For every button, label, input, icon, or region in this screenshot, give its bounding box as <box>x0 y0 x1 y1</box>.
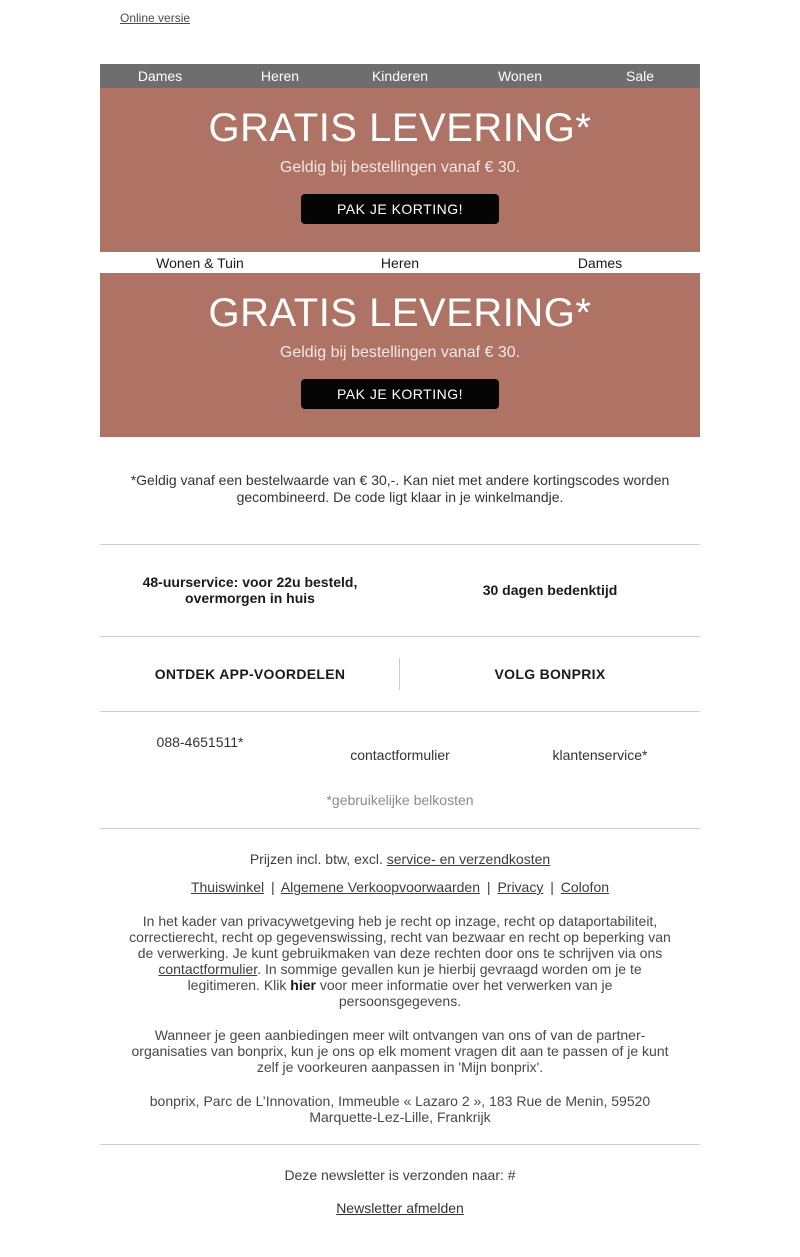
email-body <box>100 0 700 1257</box>
more-info-link[interactable]: hier <box>290 977 316 993</box>
sent-to-text: Deze newsletter is verzonden naar: # <box>284 1167 516 1183</box>
link-separator: | <box>550 879 554 895</box>
prices-note-text: Prijzen incl. btw, excl. <box>249 851 387 867</box>
services-row <box>100 545 700 636</box>
app-benefits-link[interactable]: ONTDEK APP-VOORDELEN <box>154 666 346 682</box>
banner-title: GRATIS LEVERING* <box>208 291 592 335</box>
return-policy-text: 30 dagen bedenktijd <box>482 582 618 598</box>
shipping-service-line1: 48-uurservice: voor 22u besteld, <box>142 574 358 590</box>
terms-link[interactable]: Algemene Verkoopvoorwaarden <box>280 879 481 895</box>
online-version-link[interactable]: Online versie <box>120 11 191 25</box>
customer-service-column <box>500 734 700 763</box>
promo-banner-top <box>100 88 700 252</box>
call-costs-note: *gebruikelijke belkosten <box>326 792 474 808</box>
banner-subtitle: Geldig bij bestellingen vanaf € 30. <box>279 344 521 361</box>
section-divider <box>100 1144 700 1145</box>
nav-item-sale[interactable]: Sale <box>625 68 655 84</box>
nav-item-kinderen[interactable]: Kinderen <box>371 68 429 84</box>
privacy-link[interactable]: Privacy <box>497 879 544 895</box>
contact-row <box>100 712 700 763</box>
nav-item-dames[interactable]: Dames <box>137 68 183 84</box>
company-address: bonprix, Parc de L’Innovation, Immeuble « Lazaro 2 », 183 Rue de Menin, 59520 Marquette-Lez-Lille, Frankrijk <box>149 1093 651 1125</box>
phone-number[interactable]: 088-4651511* <box>156 734 244 750</box>
prices-note <box>100 851 700 867</box>
shipping-costs-link[interactable]: service- en verzendkosten <box>386 851 551 867</box>
shipping-service-line2: overmorgen in huis <box>185 590 315 606</box>
vertical-divider <box>399 658 400 690</box>
legal-links-row <box>100 879 700 895</box>
unsubscribe-row <box>100 1200 700 1218</box>
unsubscribe-link[interactable]: Newsletter afmelden <box>336 1200 464 1216</box>
shipping-service-text <box>100 574 400 606</box>
link-separator: | <box>486 879 491 895</box>
app-social-row <box>100 637 700 711</box>
thuiswinkel-link[interactable]: Thuiswinkel <box>190 879 265 895</box>
subnav-item-dames[interactable]: Dames <box>577 254 623 271</box>
privacy-paragraph <box>126 913 674 1009</box>
banner-subtitle: Geldig bij bestellingen vanaf € 30. <box>279 159 521 176</box>
phone-number-link[interactable] <box>100 734 300 763</box>
section-divider <box>100 828 700 829</box>
contact-form-column <box>300 734 500 763</box>
nav-item-wonen[interactable]: Wonen <box>497 68 543 84</box>
promo-disclaimer-text: *Geldig vanaf een bestelwaarde van € 30,-. Kan niet met andere kortingscodes worden gecombineerd. De code ligt klaar in je winkelmandje. <box>130 472 670 505</box>
privacy-text-2: . In sommige gevallen kun je hierbij gevraagd worden om je te legitimeren. Klik <box>187 961 642 993</box>
follow-bonprix-link[interactable]: VOLG BONPRIX <box>494 666 606 682</box>
colofon-link[interactable]: Colofon <box>560 879 610 895</box>
promo-banner-bottom <box>100 273 700 437</box>
contact-form-inline-link[interactable]: contactformulier <box>158 961 258 977</box>
subnav-item-heren[interactable]: Heren <box>380 254 420 271</box>
subnav-item-wonen-tuin[interactable]: Wonen & Tuin <box>156 254 244 271</box>
nav-item-heren[interactable]: Heren <box>260 68 300 84</box>
banner-title: GRATIS LEVERING* <box>208 106 592 150</box>
cta-button[interactable]: PAK JE KORTING! <box>301 194 499 224</box>
link-separator: | <box>271 879 275 895</box>
cta-button[interactable]: PAK JE KORTING! <box>301 379 499 409</box>
email-header <box>100 0 700 64</box>
main-nav <box>100 64 700 88</box>
privacy-text-3: voor meer informatie over het verwerken van je persoonsgegevens. <box>315 977 613 1009</box>
customer-service-link[interactable]: klantenservice* <box>552 747 648 763</box>
contact-form-link[interactable]: contactformulier <box>350 747 450 763</box>
category-subnav <box>100 252 700 273</box>
optout-paragraph: Wanneer je geen aanbiedingen meer wilt ontvangen van ons of van de partner-organisaties van bonprix, kun je ons op elk moment vragen dit aan te passen of je kunt zelf je voorkeuren aanpassen in 'Mijn bonprix'. <box>131 1027 669 1075</box>
privacy-text-1: In het kader van privacywetgeving heb je recht op inzage, recht op dataportabiliteit, correctierecht, recht op gegevenswissing, recht van bezwaar en recht op beperking van de verwerking. Je kunt gebruikmaken van deze rechten door ons te schrijven via ons <box>129 913 671 961</box>
